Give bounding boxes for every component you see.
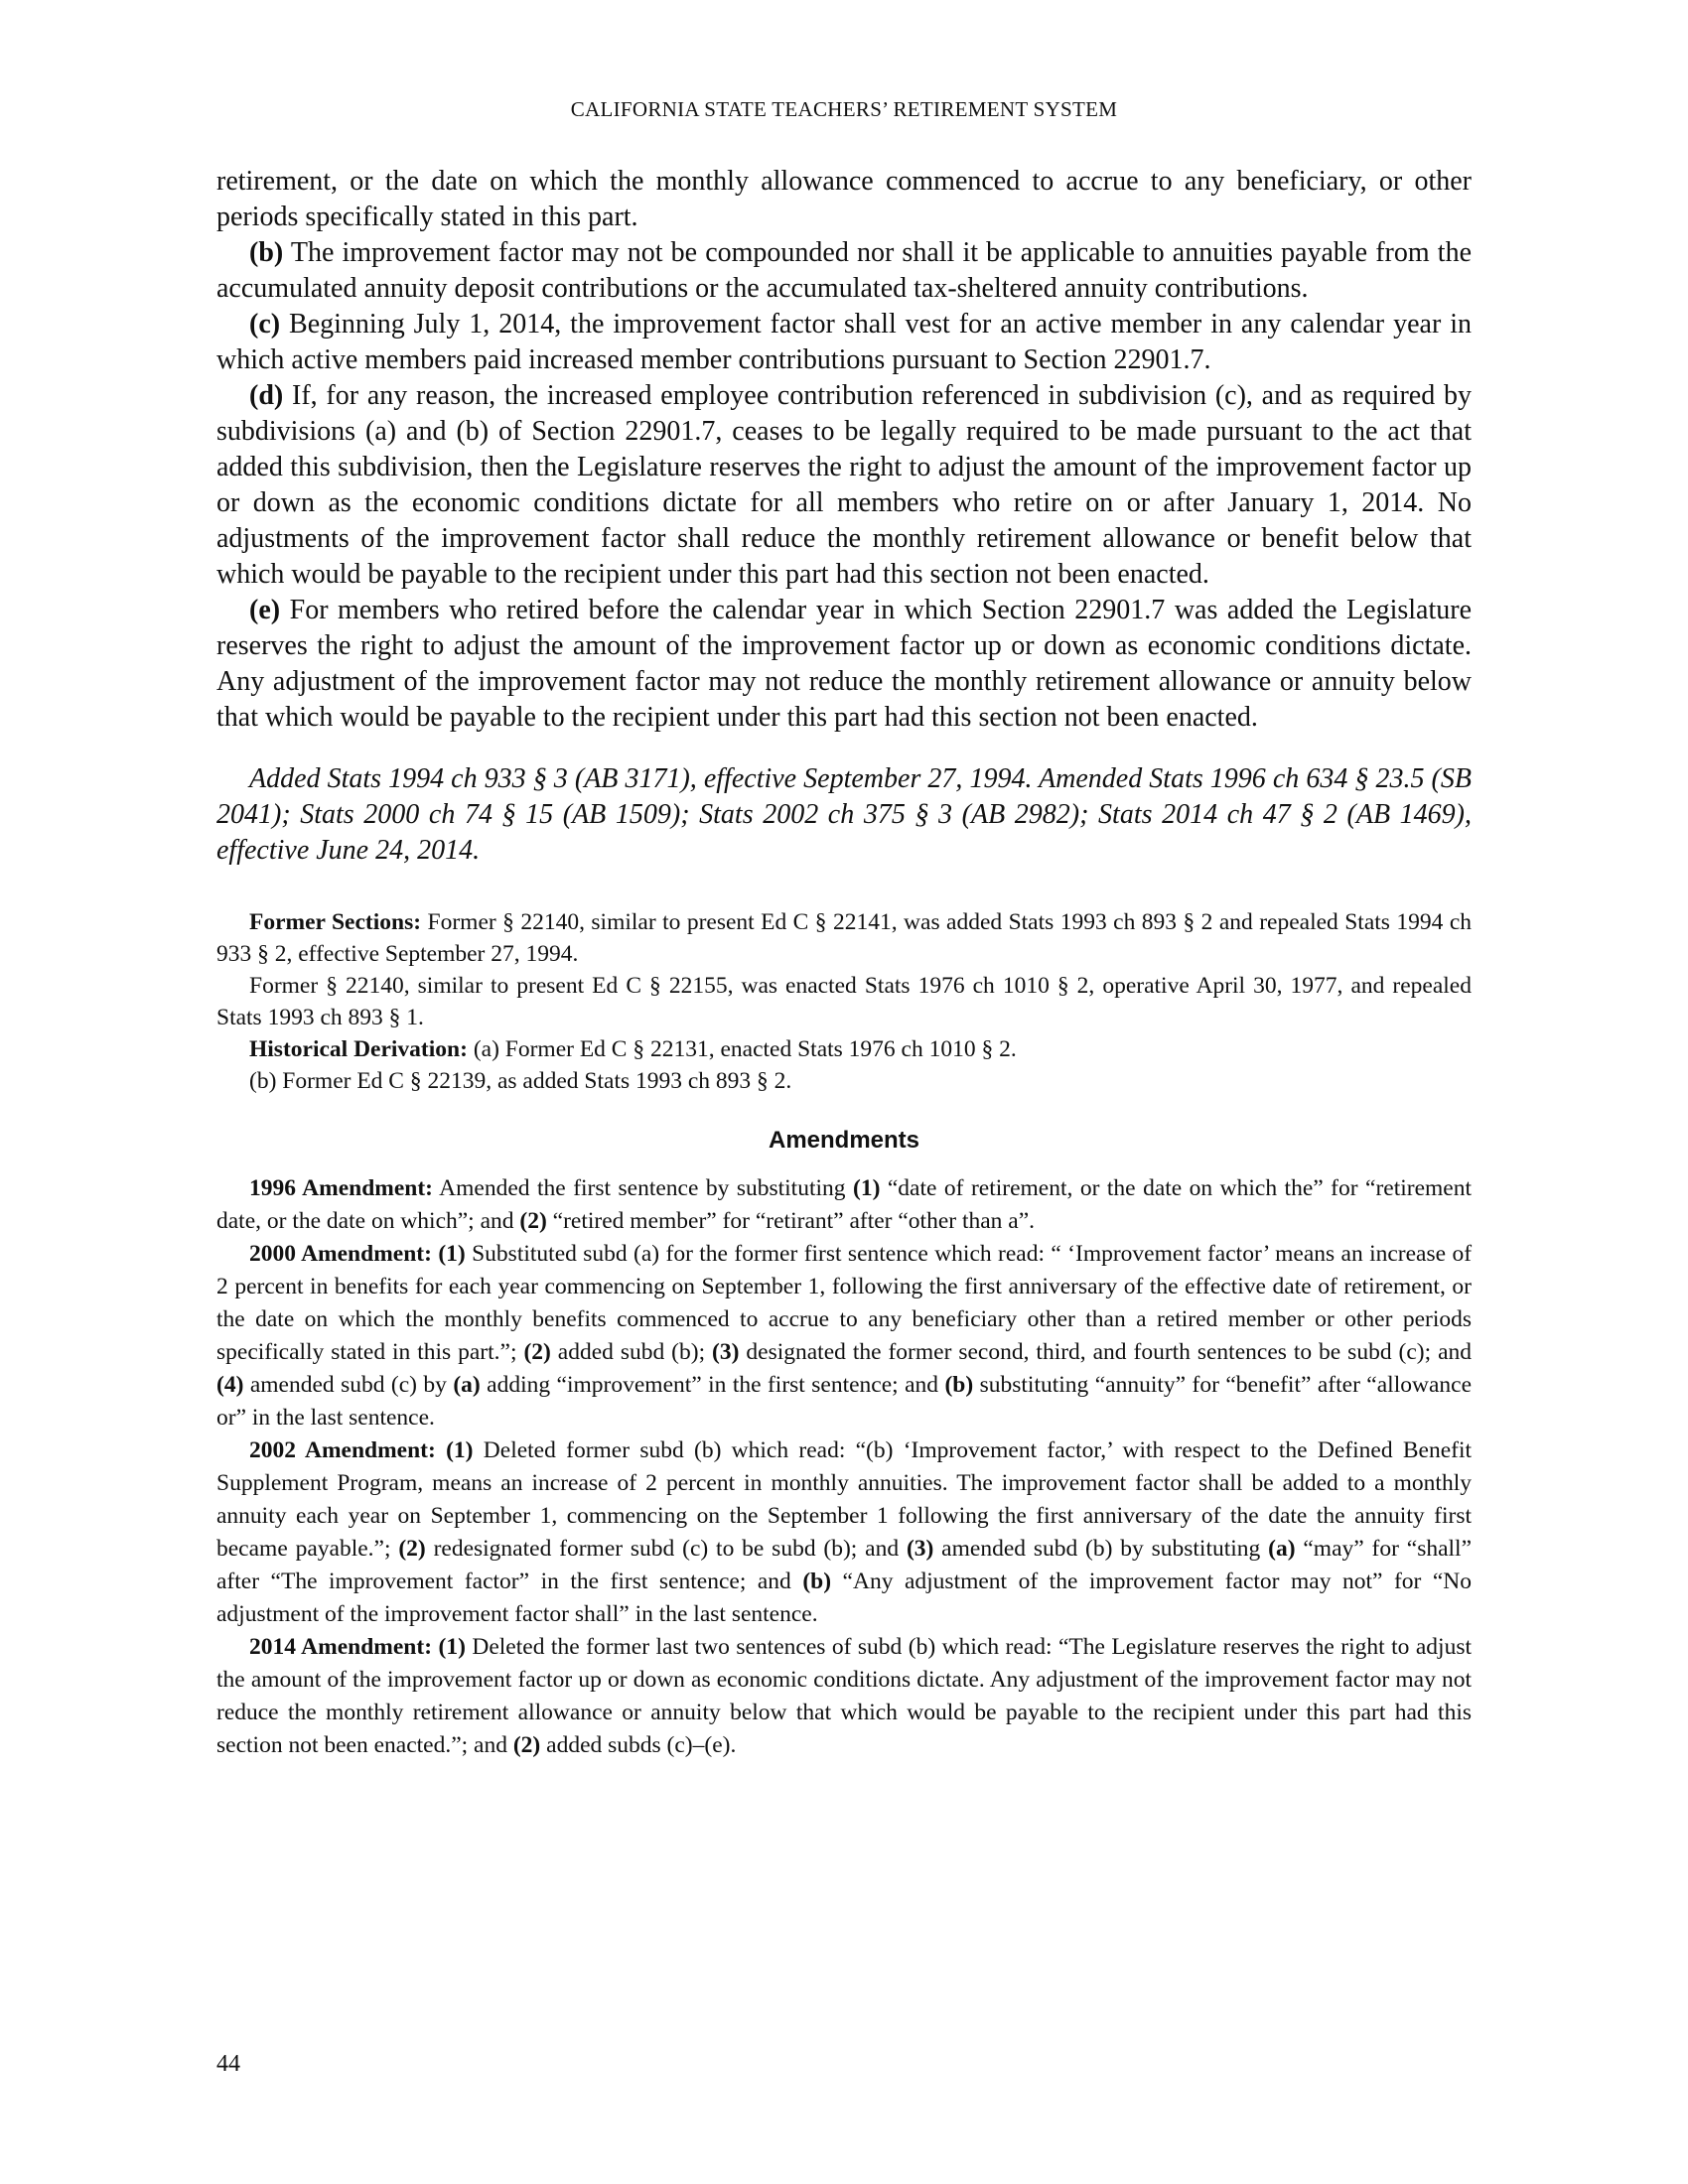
amendment-label: 2002 Amendment: bbox=[249, 1437, 436, 1463]
amendment-text: “may” for “shall” after “The improvement factor” in the first sentence; and bbox=[216, 1536, 1473, 1594]
note-text: (a) Former Ed C § 22131, enacted Stats 1976 ch 1010 § 2. bbox=[467, 1036, 1017, 1062]
amendment-text: amended subd (c) by bbox=[243, 1372, 454, 1398]
page-number: 44 bbox=[216, 2051, 240, 2077]
subdivision-text: For members who retired before the calendar year in which Section 22901.7 was added the Legislature reserves the right to adjust the amount of the improvement factor up or down as economic conditions dictate. Any adjustment of the improvement factor may not reduce the monthly retirement allowance or annuity below that which would be payable to the recipient under this part had this section not been enacted. bbox=[216, 595, 1472, 733]
subdivision-label: (e) bbox=[249, 595, 281, 625]
amendment-text: substituting “annuity” for “benefit” after “allowance or” in the last sentence. bbox=[216, 1372, 1472, 1431]
item-number: (a) bbox=[453, 1372, 481, 1398]
item-number: (a) bbox=[1268, 1536, 1296, 1562]
amendment-2000 bbox=[216, 1238, 1472, 1434]
amendment-text: amended subd (b) by substituting bbox=[933, 1536, 1269, 1562]
amendment-2014 bbox=[216, 1631, 1472, 1762]
historical-derivation-note bbox=[216, 1033, 1472, 1065]
amendment-text: “retired member” for “retirant” after “other than a”. bbox=[546, 1208, 1036, 1234]
subdivision-label: (b) bbox=[249, 237, 284, 268]
item-number: (3) bbox=[712, 1339, 740, 1365]
amendment-text: added subd (b); bbox=[550, 1339, 713, 1365]
subdivision-label: (d) bbox=[249, 380, 284, 411]
statute-citation: Added Stats 1994 ch 933 § 3 (AB 3171), effective September 27, 1994. Amended Stats 1996 ch 634 § 23.5 (SB 2041); Stats 2000 ch 74 § 15 (AB 1509); Stats 2002 ch 375 § 3 (AB 2982); Stats 2014 ch 47 § 2 (AB 1469), effective June 24, 2014. bbox=[216, 763, 1472, 866]
amendment-text: added subds (c)–(e). bbox=[540, 1732, 737, 1758]
amendments-section bbox=[216, 1172, 1472, 1762]
subdivision-label: (c) bbox=[249, 309, 281, 340]
amendment-label: 2014 Amendment: bbox=[249, 1634, 433, 1660]
item-number: (4) bbox=[216, 1372, 244, 1398]
amendment-text: redesignated former subd (c) to be subd (b); and bbox=[425, 1536, 907, 1562]
item-number: (b) bbox=[802, 1569, 832, 1594]
paragraph-continuation: retirement, or the date on which the monthly allowance commenced to accrue to any beneficiary, or other periods specifically stated in this part. bbox=[216, 166, 1472, 232]
amendment-text: “date of retirement, or the date on which the” for “retirement date, or the date on which”; and bbox=[216, 1175, 1473, 1234]
amendment-text: Amended the first sentence by substituting bbox=[433, 1175, 853, 1201]
note-label: Former Sections: bbox=[249, 909, 422, 935]
notes-section bbox=[216, 906, 1472, 1097]
running-head: CALIFORNIA STATE TEACHERS’ RETIREMENT SYSTEM bbox=[570, 97, 1118, 121]
document-page bbox=[216, 97, 1472, 1762]
amendment-2002 bbox=[216, 1434, 1472, 1631]
item-number: (1) bbox=[435, 1437, 474, 1463]
note-label: Historical Derivation: bbox=[249, 1036, 468, 1062]
item-number: (b) bbox=[944, 1372, 974, 1398]
amendment-text: Deleted the former last two sentences of subd (b) which read: “The Legislature reserves the right to adjust the amount of the improvement factor up or down as economic conditions dictate. Any adjustment of the improvement factor may not reduce the monthly retirement allowance or annuity below that which would be payable to the recipient under this part had this section not been enacted.”; and bbox=[216, 1634, 1472, 1758]
amendment-text: Deleted former subd (b) which read: “(b) ‘Improvement factor,’ with respect to the Defined Benefit Supplement Program, means an increase of 2 percent in monthly annuities. The improvement factor shall be added to a monthly annuity each year on September 1, commencing on the September 1 following the first anniversary of the date the annuity first became payable.”; bbox=[216, 1437, 1473, 1562]
historical-derivation-note-b: (b) Former Ed C § 22139, as added Stats 1993 ch 893 § 2. bbox=[249, 1068, 792, 1094]
amendment-text: “Any adjustment of the improvement factor may not” for “No adjustment of the improvement factor shall” in the last sentence. bbox=[216, 1569, 1473, 1627]
amendment-text: adding “improvement” in the first sentence; and bbox=[480, 1372, 945, 1398]
item-number: (2) bbox=[519, 1208, 547, 1234]
item-number: (1) bbox=[431, 1241, 466, 1267]
amendment-text: designated the former second, third, and fourth sentences to be subd (c); and bbox=[739, 1339, 1472, 1365]
former-sections-note-2: Former § 22140, similar to present Ed C § 22155, was enacted Stats 1976 ch 1010 § 2, operative April 30, 1977, and repealed Stats 1993 ch 893 § 1. bbox=[216, 973, 1472, 1030]
item-number: (1) bbox=[853, 1175, 881, 1201]
former-sections-note bbox=[216, 906, 1472, 970]
item-number: (2) bbox=[523, 1339, 551, 1365]
amendment-text: Substituted subd (a) for the former first sentence which read: “ ‘Improvement factor’ means an increase of 2 percent in benefits for each year commencing on September 1, following the first anniversary of the effective date of retirement, or the date on which the monthly benefits commenced to accrue to any beneficiary other than a retired member or other periods specifically stated in this part.”; bbox=[216, 1241, 1473, 1365]
amendment-label: 2000 Amendment: bbox=[249, 1241, 432, 1267]
item-number: (2) bbox=[512, 1732, 541, 1758]
subdivision-e bbox=[216, 593, 1472, 736]
amendment-label: 1996 Amendment: bbox=[249, 1175, 434, 1201]
subdivision-c bbox=[216, 307, 1472, 378]
subdivision-text: The improvement factor may not be compounded nor shall it be applicable to annuities payable from the accumulated annuity deposit contributions or the accumulated tax-sheltered annuity contributions. bbox=[216, 237, 1472, 304]
subdivision-text: If, for any reason, the increased employee contribution referenced in subdivision (c), and as required by subdivisions (a) and (b) of Section 22901.7, ceases to be legally required to be made pursuant to the act that added this subdivision, then the Legislature reserves the right to adjust the amount of the improvement factor up or down as the economic conditions dictate for all members who retire on or after January 1, 2014. No adjustments of the improvement factor shall reduce the monthly retirement allowance or benefit below that which would be payable to the recipient under this part had this section not been enacted. bbox=[216, 380, 1472, 590]
item-number: (3) bbox=[906, 1536, 934, 1562]
subdivision-d bbox=[216, 378, 1472, 593]
item-number: (2) bbox=[398, 1536, 426, 1562]
subdivision-b bbox=[216, 235, 1472, 307]
note-text: Former § 22140, similar to present Ed C § 22141, was added Stats 1993 ch 893 § 2 and repealed Stats 1994 ch 933 § 2, effective September 27, 1994. bbox=[216, 909, 1472, 967]
amendments-heading: Amendments bbox=[768, 1127, 920, 1154]
section-body bbox=[216, 164, 1472, 736]
amendment-1996 bbox=[216, 1172, 1472, 1238]
subdivision-text: Beginning July 1, 2014, the improvement factor shall vest for an active member in any calendar year in which active members paid increased member contributions pursuant to Section 22901.7. bbox=[216, 309, 1472, 375]
item-number: (1) bbox=[432, 1634, 466, 1660]
